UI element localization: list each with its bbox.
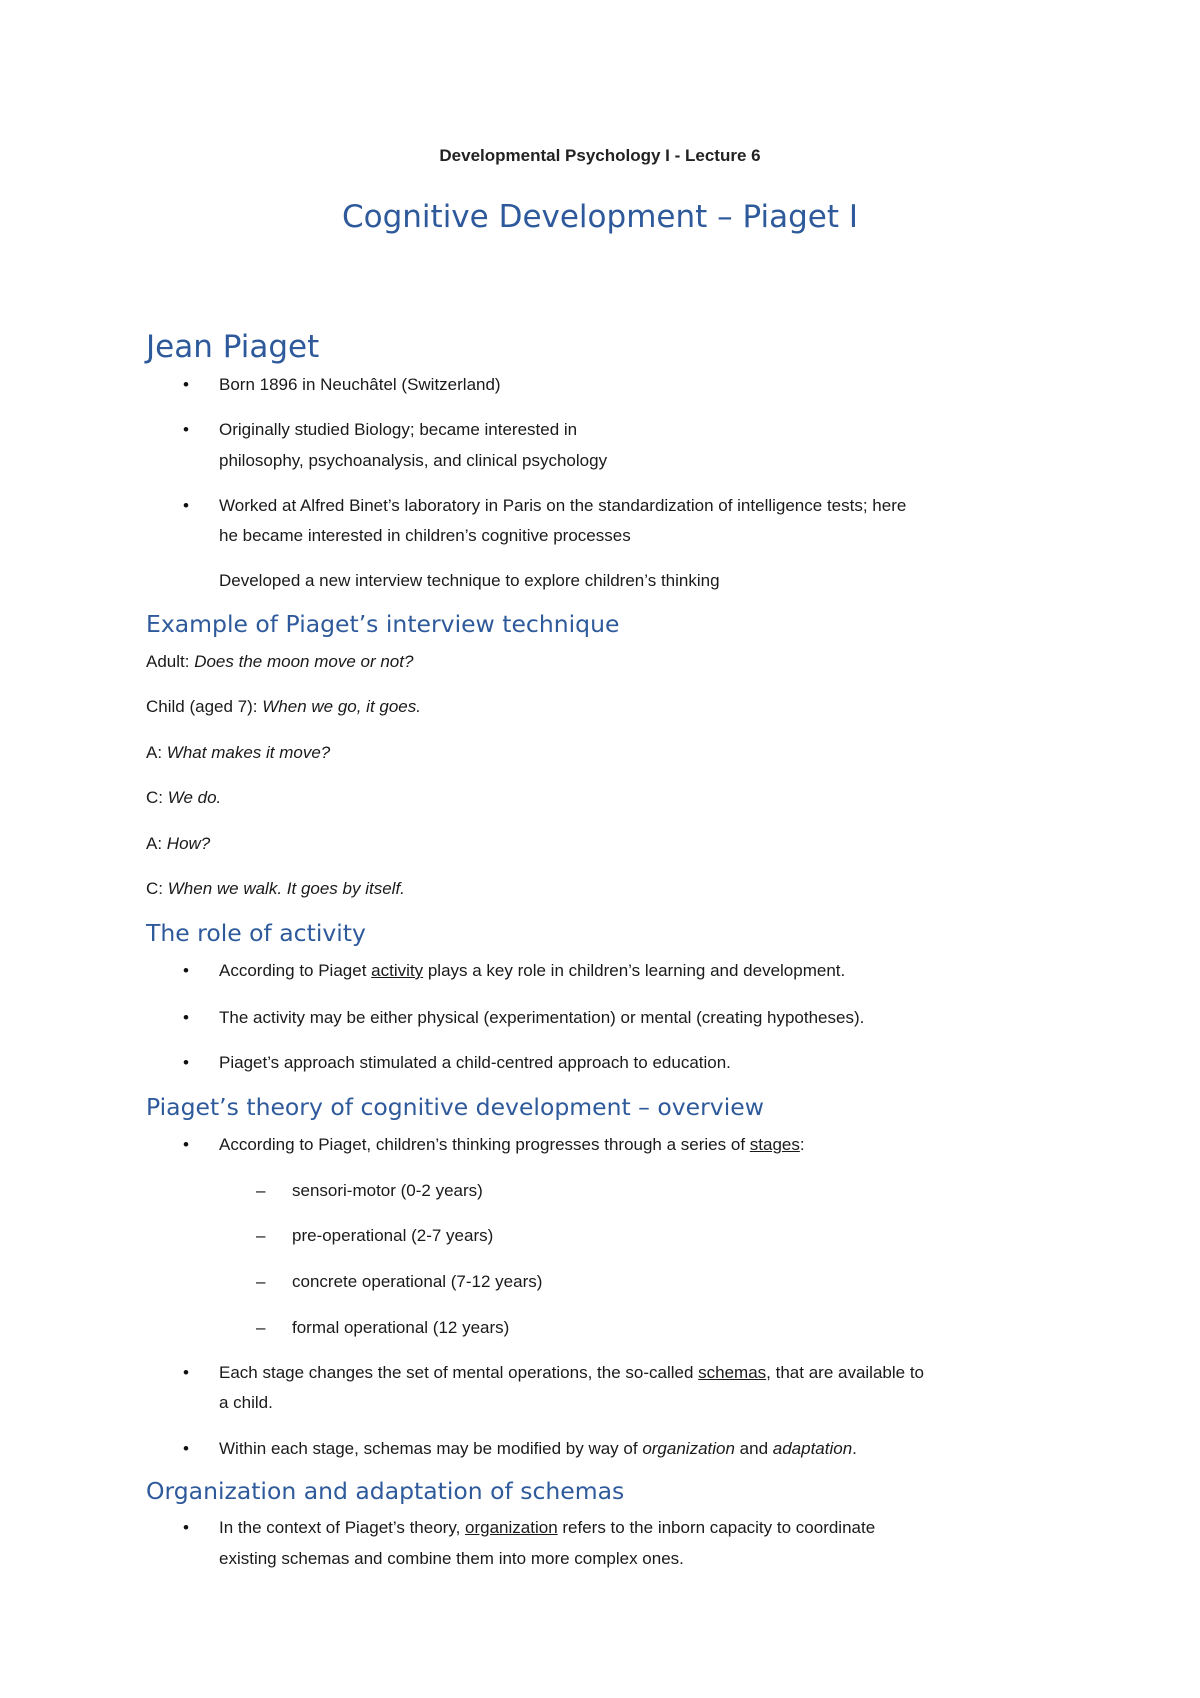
dialogue-text: We do. bbox=[167, 788, 222, 807]
bullet-text-continued: a child. bbox=[219, 1393, 273, 1412]
dash-marker: – bbox=[256, 1318, 266, 1337]
bullet-text: Worked at Alfred Binet’s laboratory in Paris on the standardization of intelligence tests; here bbox=[219, 496, 907, 515]
dialogue-line bbox=[146, 647, 413, 677]
dialogue-speaker: C: bbox=[146, 788, 168, 807]
bullet: • bbox=[183, 1518, 189, 1537]
bullet-text-paragraph: Developed a new interview technique to explore children’s thinking bbox=[219, 571, 720, 590]
stage-item: pre-operational (2-7 years) bbox=[292, 1226, 494, 1245]
bullet: • bbox=[183, 1053, 189, 1072]
dialogue-line bbox=[146, 829, 210, 859]
bullet-text-continued: philosophy, psychoanalysis, and clinical psychology bbox=[219, 451, 608, 470]
dialogue-line bbox=[146, 738, 330, 768]
dialogue-line bbox=[146, 783, 221, 813]
bullet-text: Piaget’s approach stimulated a child-centred approach to education. bbox=[219, 1053, 731, 1072]
dialogue-line bbox=[146, 874, 405, 904]
term-organization-underlined: organization bbox=[465, 1518, 558, 1537]
dialogue-text: When we walk. It goes by itself. bbox=[167, 879, 405, 898]
bullet-text: Born 1896 in Neuchâtel (Switzerland) bbox=[219, 375, 501, 394]
dialogue-speaker: A: bbox=[146, 834, 167, 853]
dialogue-speaker: C: bbox=[146, 879, 168, 898]
dialogue-text: Does the moon move or not? bbox=[194, 652, 414, 671]
heading-theory-overview: Piaget’s theory of cognitive development – overview bbox=[146, 1093, 764, 1121]
bullet-text: Within each stage, schemas may be modified by way of organization and adaptation. bbox=[219, 1439, 857, 1458]
dialogue-text: When we go, it goes. bbox=[262, 697, 421, 716]
bullet-text: According to Piaget, children’s thinking progresses through a series of stages: bbox=[219, 1135, 805, 1154]
bullet-text: According to Piaget activity plays a key role in children’s learning and development. bbox=[219, 961, 846, 980]
bullet-text: Each stage changes the set of mental operations, the so-called schemas, that are available to bbox=[219, 1363, 924, 1382]
bullet-text: In the context of Piaget’s theory, organization refers to the inborn capacity to coordinate bbox=[219, 1518, 876, 1537]
term-adaptation: adaptation bbox=[772, 1439, 853, 1458]
dialogue-speaker: Adult: bbox=[146, 652, 195, 671]
term-activity: activity bbox=[371, 961, 424, 980]
bullet: • bbox=[183, 496, 189, 515]
bullet-text: The activity may be either physical (experimentation) or mental (creating hypotheses). bbox=[219, 1008, 865, 1027]
bullet: • bbox=[183, 1439, 189, 1458]
heading-jean-piaget: Jean Piaget bbox=[146, 329, 320, 365]
term-schemas: schemas bbox=[698, 1363, 767, 1382]
dialogue-speaker: A: bbox=[146, 743, 167, 762]
bullet: • bbox=[183, 375, 189, 394]
dash-marker: – bbox=[256, 1181, 266, 1200]
document-title: Cognitive Development – Piaget I bbox=[341, 199, 858, 235]
bullet-text-continued: existing schemas and combine them into more complex ones. bbox=[219, 1549, 684, 1568]
bullet: • bbox=[183, 420, 189, 439]
heading-role-of-activity: The role of activity bbox=[146, 919, 366, 947]
dialogue-text: How? bbox=[166, 834, 211, 853]
bullet: • bbox=[183, 1135, 189, 1154]
dialogue-speaker: Child (aged 7): bbox=[146, 697, 263, 716]
bullet: • bbox=[183, 961, 189, 980]
bullet: • bbox=[183, 1363, 189, 1382]
term-stages: stages bbox=[749, 1135, 800, 1154]
lecture-supertitle: Developmental Psychology I - Lecture 6 bbox=[439, 146, 761, 165]
dash-marker: – bbox=[256, 1226, 266, 1245]
stage-item: formal operational (12 years) bbox=[292, 1318, 510, 1337]
heading-organization-adaptation: Organization and adaptation of schemas bbox=[146, 1477, 625, 1505]
dialogue-text: What makes it move? bbox=[166, 743, 331, 762]
heading-interview-example: Example of Piaget’s interview technique bbox=[146, 610, 620, 638]
bullet-text: Originally studied Biology; became interested in bbox=[219, 420, 578, 439]
stage-item: concrete operational (7-12 years) bbox=[292, 1272, 543, 1291]
term-organization: organization bbox=[642, 1439, 735, 1458]
stage-item: sensori-motor (0-2 years) bbox=[292, 1181, 483, 1200]
dash-marker: – bbox=[256, 1272, 266, 1291]
dialogue-line bbox=[146, 692, 421, 722]
bullet: • bbox=[183, 1008, 189, 1027]
bullet-text-continued: he became interested in children’s cognitive processes bbox=[219, 526, 631, 545]
